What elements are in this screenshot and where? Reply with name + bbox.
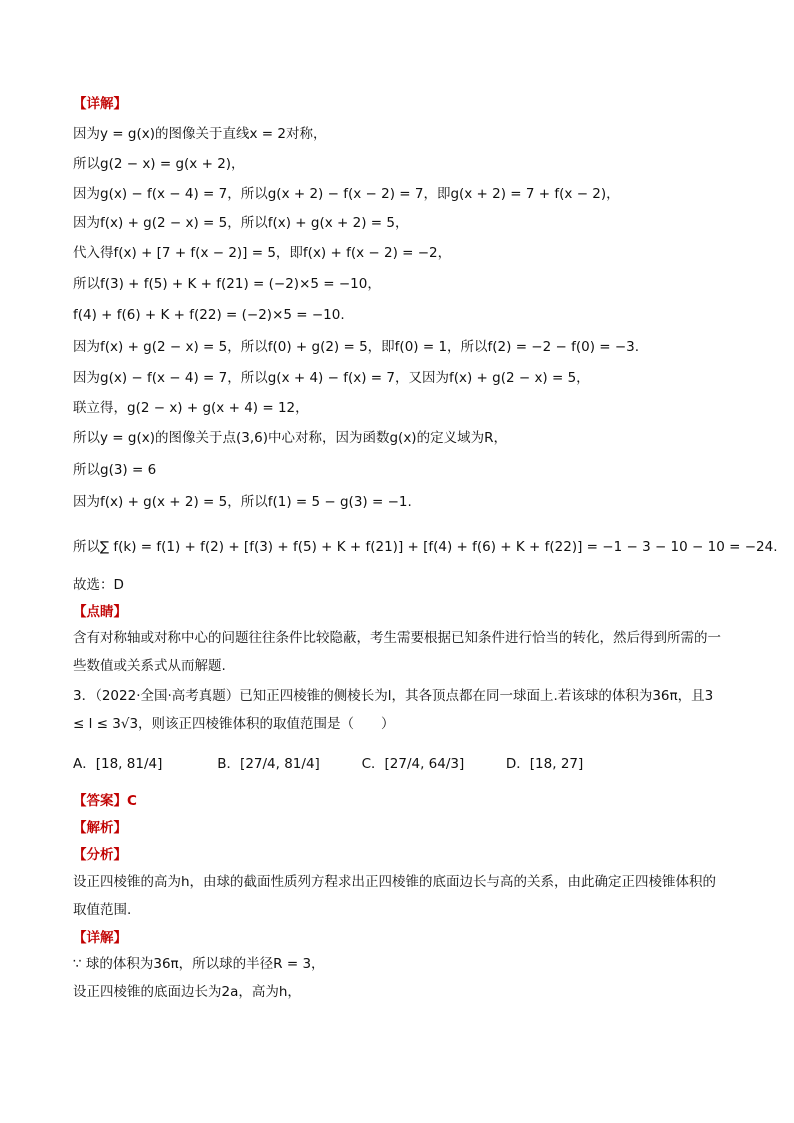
solution-line-11: 所以y = g(x)的图像关于点(3,6)中心对称，因为函数g(x)的定义域为R， — [73, 430, 507, 446]
solution-line-13: 因为f(x) + g(x + 2) = 5，所以f(1) = 5 − g(3) = −1. — [73, 494, 412, 510]
analysis-heading: 【解析】 — [73, 820, 127, 836]
solution-line-9: 因为g(x) − f(x − 4) = 7，所以g(x + 4) − f(x) = 7，又因为f(x) + g(2 − x) = 5， — [73, 370, 590, 386]
solution-line-7: f(4) + f(6) + K + f(22) = (−2)×5 = −10. — [73, 307, 345, 323]
question-3-options — [73, 754, 646, 774]
answer-choice: 故选：D — [73, 577, 124, 593]
solution-line-6: 所以f(3) + f(5) + K + f(21) = (−2)×5 = −10， — [73, 276, 381, 292]
solution-line-12: 所以g(3) = 6 — [73, 462, 157, 478]
detail-heading: 【详解】 — [73, 96, 127, 112]
comment-text: 含有对称轴或对称中心的问题往往条件比较隐蔽，考生需要根据已知条件进行恰当的转化，然后得到所需的一些数值或关系式从而解题. — [73, 630, 721, 674]
solution-line-5: 代入得f(x) + [7 + f(x − 2)] = 5，即f(x) + f(x − 2) = −2， — [73, 245, 452, 261]
answer-heading: 【答案】C — [73, 793, 137, 809]
option-b: B．[27/4, 81/4] — [217, 756, 320, 772]
detail-line-2: 设正四棱锥的底面边长为2a，高为h， — [73, 984, 301, 1000]
fenxi-text: 设正四棱锥的高为h，由球的截面性质列方程求出正四棱锥的底面边长与高的关系，由此确定正四棱锥体积的取值范围. — [73, 874, 717, 918]
solution-line-3: 因为g(x) − f(x − 4) = 7，所以g(x + 2) − f(x − 2) = 7，即g(x + 2) = 7 + f(x − 2)， — [73, 186, 620, 202]
option-a: A．[18, 81/4] — [73, 756, 163, 772]
solution-line-8: 因为f(x) + g(2 − x) = 5，所以f(0) + g(2) = 5，即f(0) = 1，所以f(2) = −2 − f(0) = −3. — [73, 339, 640, 355]
question-3-stem: 3．（2022·全国·高考真题）已知正四棱锥的侧棱长为l，其各顶点都在同一球面上.若该球的体积为36π，且3 ≤ l ≤ 3√3，则该正四棱锥体积的取值范围是（ ） — [73, 688, 714, 732]
option-d: D．[18, 27] — [505, 756, 584, 772]
solution-line-4: 因为f(x) + g(2 − x) = 5，所以f(x) + g(x + 2) = 5， — [73, 215, 409, 231]
detail-heading-2: 【详解】 — [73, 930, 127, 946]
solution-line-1: 因为y = g(x)的图像关于直线x = 2对称， — [73, 126, 327, 142]
solution-line-summation: 所以∑ f(k) = f(1) + f(2) + [f(3) + f(5) + K + f(21)] + [f(4) + f(6) + K + f(22)] = −1 − 3 − 10 − 10 = −24. — [73, 539, 778, 555]
fenxi-heading: 【分析】 — [73, 847, 127, 863]
solution-line-2: 所以g(2 − x) = g(x + 2)， — [73, 156, 245, 172]
comment-heading: 【点睛】 — [73, 604, 127, 620]
detail-line-1: ∵ 球的体积为36π，所以球的半径R = 3， — [73, 956, 325, 972]
solution-line-10: 联立得，g(2 − x) + g(x + 4) = 12， — [73, 400, 309, 416]
option-c: C．[27/4, 64/3] — [361, 756, 465, 772]
